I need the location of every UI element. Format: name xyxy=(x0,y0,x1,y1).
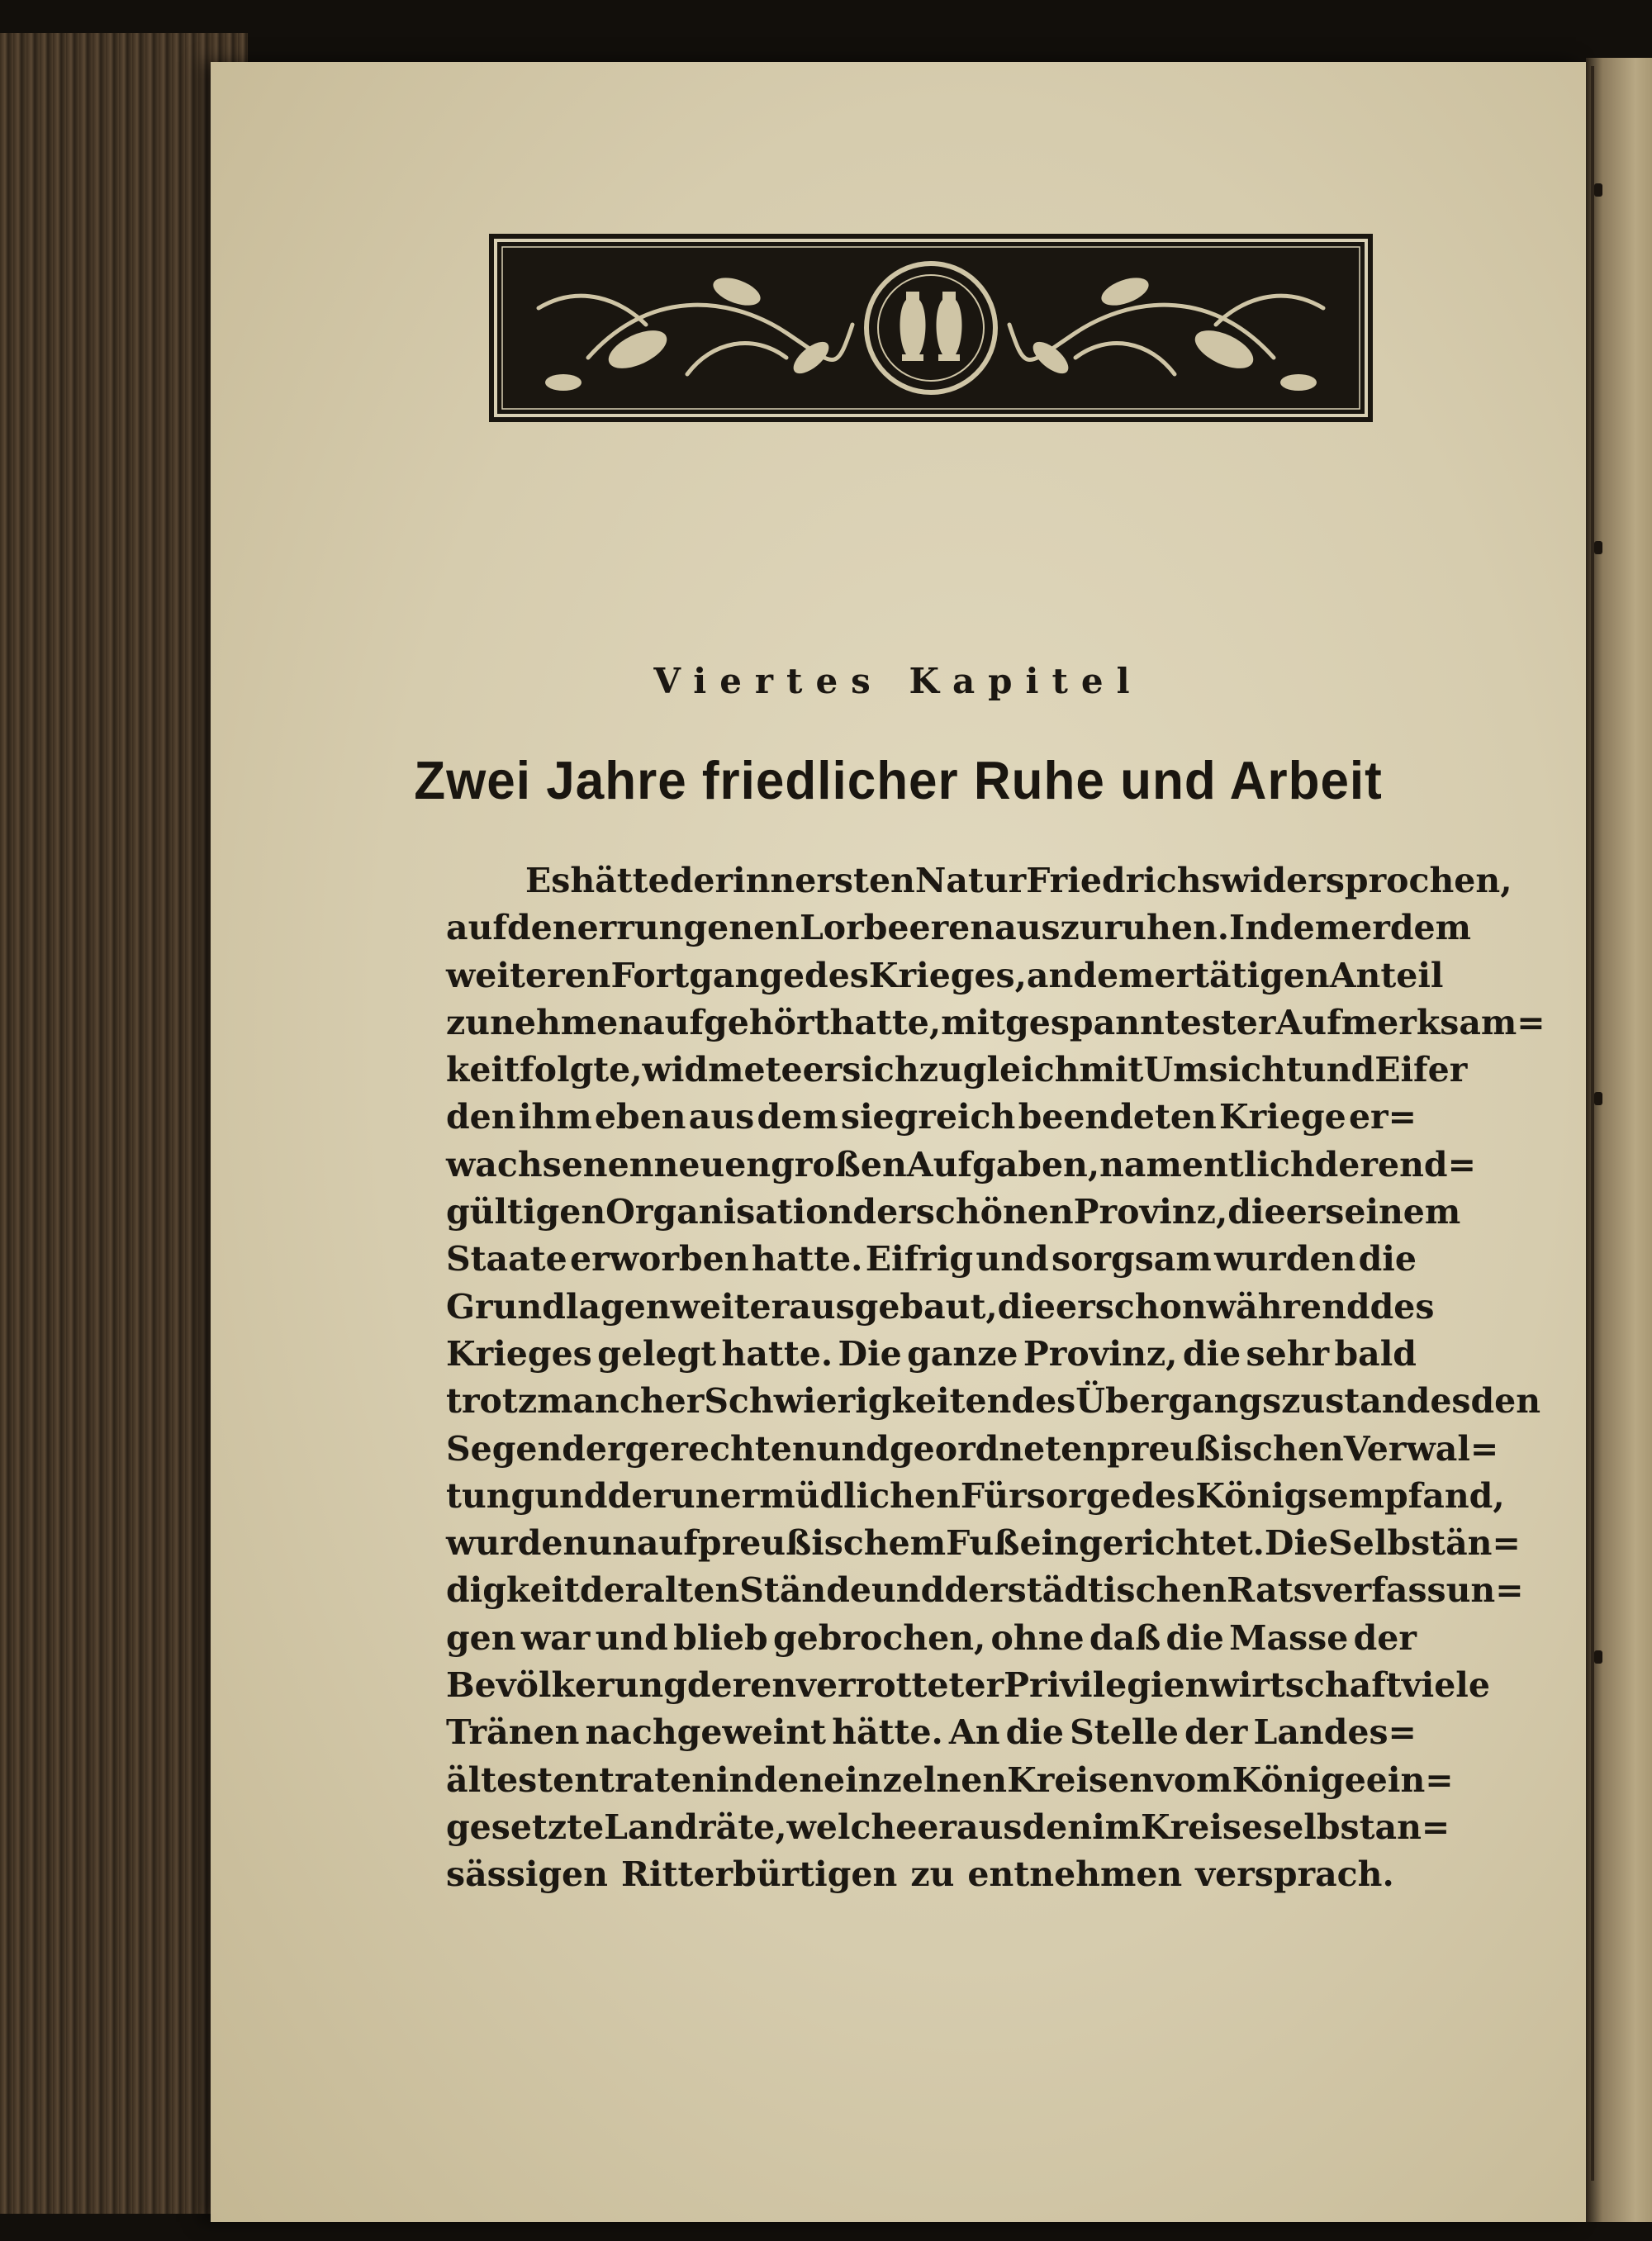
word: blieb xyxy=(673,1617,768,1658)
word: Privilegienwirtschaft xyxy=(1004,1665,1402,1706)
word: geordneten xyxy=(889,1428,1108,1469)
word: schönen xyxy=(915,1192,1074,1232)
word: der xyxy=(944,1570,1008,1611)
word: hätte. xyxy=(832,1712,943,1753)
word: eben xyxy=(594,1097,686,1137)
text-line xyxy=(446,1851,1417,1898)
word: Könige xyxy=(1232,1759,1366,1800)
word: Anteil xyxy=(1329,955,1444,995)
text-line xyxy=(446,1662,1490,1709)
word: die xyxy=(1182,1333,1241,1374)
word: gelegt xyxy=(597,1333,717,1374)
word: der xyxy=(669,861,733,900)
word: er xyxy=(1285,1192,1326,1232)
word: nun xyxy=(563,1523,637,1564)
word: ein= xyxy=(1365,1759,1454,1800)
word: war xyxy=(520,1617,591,1658)
word: Umsicht xyxy=(1143,1050,1302,1090)
word: tätigen xyxy=(1194,955,1330,995)
word: die xyxy=(1358,1239,1417,1280)
word: hatte, xyxy=(829,1002,942,1042)
text-line xyxy=(446,1520,1521,1567)
word: preußischen xyxy=(1107,1428,1344,1469)
word: Eifrig xyxy=(865,1239,974,1280)
word: mit xyxy=(1079,1050,1144,1090)
word: Provinz, xyxy=(1023,1333,1178,1374)
word: schon xyxy=(1094,1286,1207,1327)
text-line xyxy=(446,1094,1417,1141)
text-line xyxy=(446,1378,1541,1425)
word: entnehmen xyxy=(967,1854,1183,1895)
word: wurden xyxy=(1214,1239,1356,1280)
text-line xyxy=(446,999,1545,1047)
word: Kreise xyxy=(1141,1807,1264,1847)
word: und xyxy=(1301,1050,1375,1090)
word: tung xyxy=(446,1475,535,1516)
word: aus xyxy=(688,1097,755,1137)
word: unermüdlichen xyxy=(670,1475,961,1516)
word: seinem xyxy=(1325,1192,1461,1232)
word: keit xyxy=(446,1050,520,1090)
word: ausgebaut, xyxy=(789,1286,998,1327)
word: der xyxy=(1314,1144,1378,1185)
word: der xyxy=(852,1192,916,1232)
word: auf xyxy=(446,908,508,948)
text-line xyxy=(446,1142,1476,1189)
word: der xyxy=(1353,1617,1417,1658)
word: Natur xyxy=(914,861,1027,900)
word: sich xyxy=(842,1050,919,1090)
binding-stitch xyxy=(1594,1092,1602,1105)
word: aus xyxy=(957,1807,1023,1847)
text-line xyxy=(446,1426,1499,1473)
text-line xyxy=(446,1236,1417,1283)
word: er= xyxy=(1348,1097,1417,1137)
word: eingerichtet. xyxy=(1019,1523,1265,1564)
chapter-title: Zwei Jahre friedlicher Ruhe und Arbeit xyxy=(414,751,1383,811)
word: weiteren xyxy=(446,955,611,995)
word: den xyxy=(753,1759,824,1800)
text-line xyxy=(446,1284,1435,1331)
word: welche xyxy=(786,1807,918,1847)
word: viele xyxy=(1401,1665,1490,1706)
word: namentlich xyxy=(1099,1144,1315,1185)
text-line xyxy=(446,1567,1524,1614)
word: Fuß xyxy=(946,1523,1020,1564)
word: großen xyxy=(771,1144,907,1185)
word: Segen xyxy=(446,1428,563,1469)
word: Grundlagen xyxy=(446,1286,671,1327)
word: ältesten xyxy=(446,1759,600,1800)
word: der xyxy=(607,1475,671,1516)
word: hatte. xyxy=(751,1239,863,1280)
word: nachgeweint xyxy=(585,1712,827,1753)
word: hätte xyxy=(570,861,670,900)
word: Staate xyxy=(446,1239,567,1280)
word: Selbstän= xyxy=(1328,1523,1521,1564)
word: ohne xyxy=(990,1617,1085,1658)
word: er xyxy=(1056,1286,1095,1327)
binding-stitch xyxy=(1594,1650,1602,1664)
word: Fürsorge xyxy=(960,1475,1132,1516)
word: sässigen xyxy=(446,1854,608,1895)
word: er xyxy=(917,1807,957,1847)
word: daß xyxy=(1089,1617,1161,1658)
word: im xyxy=(1092,1807,1142,1847)
word: Masse xyxy=(1229,1617,1349,1658)
word: die xyxy=(997,1286,1056,1327)
word: neuen xyxy=(653,1144,771,1185)
word: an= xyxy=(1374,1807,1450,1847)
word: gen xyxy=(446,1617,516,1658)
binding-stitch xyxy=(1594,541,1602,554)
word: an xyxy=(1026,955,1074,995)
binding-thread xyxy=(1591,66,1594,2181)
word: weiter xyxy=(670,1286,790,1327)
word: bald xyxy=(1334,1333,1417,1374)
word: Landes= xyxy=(1253,1712,1417,1753)
text-line xyxy=(446,1804,1450,1851)
word: und xyxy=(534,1475,608,1516)
word: zugleich xyxy=(919,1050,1080,1090)
word: Übergangszustandes xyxy=(1075,1381,1471,1422)
word: dem xyxy=(1073,955,1155,995)
word: Schwierigkeiten xyxy=(704,1381,1012,1422)
word: er xyxy=(1154,955,1194,995)
body-paragraph xyxy=(446,857,1545,1899)
word: Kreisen xyxy=(1007,1759,1154,1800)
word: wurde xyxy=(446,1523,563,1564)
word: auszuruhen. xyxy=(995,908,1230,948)
word: Provinz, xyxy=(1073,1192,1228,1232)
word: nehmen xyxy=(490,1002,643,1042)
word: An xyxy=(948,1712,1000,1753)
word: gültigen xyxy=(446,1192,606,1232)
word: widmete xyxy=(642,1050,803,1090)
word: vom xyxy=(1154,1759,1232,1800)
word: dem xyxy=(757,1097,838,1137)
word: aufgehört xyxy=(643,1002,830,1042)
word: des xyxy=(1370,1286,1435,1327)
word: dem xyxy=(1389,908,1471,948)
word: und xyxy=(816,1428,890,1469)
word: Stelle xyxy=(1070,1712,1179,1753)
word: der xyxy=(579,1570,643,1611)
word: erworben xyxy=(570,1239,749,1280)
word: er xyxy=(802,1050,843,1090)
text-line xyxy=(446,1757,1454,1804)
word: Indem xyxy=(1229,908,1351,948)
text-line xyxy=(446,857,1512,904)
word: Friedrichs xyxy=(1026,861,1221,900)
word: traten xyxy=(599,1759,717,1800)
word: beendeten xyxy=(1018,1097,1217,1137)
facing-page-edge xyxy=(1586,58,1652,2222)
word: folgte, xyxy=(520,1050,643,1090)
word: in xyxy=(716,1759,754,1800)
word: gespanntester xyxy=(1005,1002,1276,1042)
text-line xyxy=(446,1473,1505,1520)
word: zu xyxy=(910,1854,955,1895)
word: gerechten xyxy=(624,1428,817,1469)
word: der xyxy=(562,1428,625,1469)
word: den xyxy=(507,908,577,948)
word: widersprochen, xyxy=(1220,861,1512,900)
word: des xyxy=(805,955,869,995)
word: Tränen xyxy=(446,1712,580,1753)
word: innersten xyxy=(733,861,915,900)
word: errungenen xyxy=(577,908,800,948)
word: die xyxy=(1227,1192,1286,1232)
word: zu xyxy=(446,1002,491,1042)
word: Bevölkerung xyxy=(446,1665,687,1706)
word: sorgsam xyxy=(1051,1239,1212,1280)
word: mancher xyxy=(537,1381,705,1422)
word: Die xyxy=(1264,1523,1329,1564)
word: die xyxy=(1165,1617,1224,1658)
word: einzelnen xyxy=(824,1759,1008,1800)
word: während xyxy=(1206,1286,1370,1327)
word: Königs xyxy=(1195,1475,1327,1516)
word: gesetzte xyxy=(446,1807,605,1847)
text-line xyxy=(446,952,1444,999)
word: Landräte, xyxy=(604,1807,787,1847)
word: Krieges, xyxy=(868,955,1027,995)
text-line xyxy=(446,904,1471,952)
word: Ratsverfassun= xyxy=(1227,1570,1524,1611)
word: den xyxy=(1022,1807,1093,1847)
word: wachsenen xyxy=(446,1144,654,1185)
word: empfand, xyxy=(1327,1475,1505,1516)
word: Aufmerksam= xyxy=(1275,1002,1545,1042)
word: Stände xyxy=(739,1570,871,1611)
word: und xyxy=(595,1617,668,1658)
word: die xyxy=(1005,1712,1064,1753)
word: des xyxy=(1011,1381,1076,1422)
word: Aufgaben, xyxy=(906,1144,1100,1185)
word: den xyxy=(446,1097,516,1137)
text-line xyxy=(446,1709,1417,1756)
word: Verwal= xyxy=(1343,1428,1499,1469)
word: den xyxy=(1470,1381,1541,1422)
text-line xyxy=(446,1615,1417,1662)
text-line xyxy=(446,1331,1417,1378)
word: und xyxy=(976,1239,1049,1280)
word: gebrochen, xyxy=(772,1617,986,1658)
word: sehr xyxy=(1246,1333,1330,1374)
word: städtischen xyxy=(1007,1570,1227,1611)
word: digkeit xyxy=(446,1570,580,1611)
word: Organisation xyxy=(605,1192,853,1232)
word: mit xyxy=(941,1002,1006,1042)
word: siegreich xyxy=(840,1097,1016,1137)
text-line xyxy=(446,1189,1461,1236)
word: Fortgange xyxy=(610,955,805,995)
word: end= xyxy=(1378,1144,1476,1185)
word: ganze xyxy=(907,1333,1018,1374)
chapter-label: Viertes Kapitel xyxy=(653,661,1143,701)
word: verrotteter xyxy=(796,1665,1004,1706)
word: Lorbeeren xyxy=(799,908,995,948)
word: Ritterbürtigen xyxy=(620,1854,898,1895)
word: trotz xyxy=(446,1381,538,1422)
word: der xyxy=(1184,1712,1248,1753)
word: Krieges xyxy=(446,1333,592,1374)
word: auf xyxy=(636,1523,698,1564)
word: Eifer xyxy=(1374,1050,1468,1090)
word: preußischem xyxy=(697,1523,947,1564)
ornament-vignette-icon xyxy=(489,234,1373,422)
word: er xyxy=(1351,908,1390,948)
word: selbst xyxy=(1263,1807,1375,1847)
word: ihm xyxy=(518,1097,592,1137)
word: Die xyxy=(838,1333,902,1374)
word: und xyxy=(871,1570,945,1611)
word: hatte. xyxy=(721,1333,833,1374)
binding-stitch xyxy=(1594,183,1602,197)
text-line xyxy=(446,1047,1468,1094)
word: des xyxy=(1131,1475,1196,1516)
word: Kriege xyxy=(1219,1097,1346,1137)
word: alten xyxy=(643,1570,740,1611)
word: Es xyxy=(525,861,571,900)
word: versprach. xyxy=(1195,1854,1394,1895)
word: deren xyxy=(686,1665,797,1706)
